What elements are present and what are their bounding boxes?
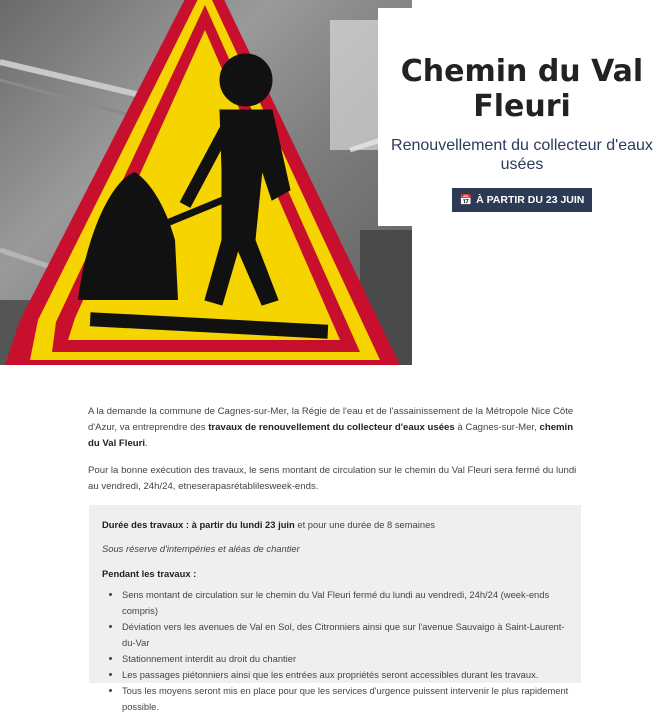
intro-p1-bold-street: chemin du Val Fleuri — [88, 422, 574, 449]
calendar-icon: 📅 — [459, 195, 473, 206]
info-box — [89, 505, 581, 712]
roadworks-sign-illustration — [0, 0, 412, 365]
intro-p1-bold-works: travaux de renouvellement du collecteur d'eaux usées — [208, 422, 455, 433]
reserve-note: Sous réserve d'intempéries et aléas de chantier — [102, 543, 300, 554]
duration-bold: Durée des travaux : à partir du lundi 23 juin — [102, 519, 295, 530]
intro-p1-end: . — [145, 438, 148, 449]
list-item: • Tous les moyens seront mis en place pour que les services d'urgence puissent intervenir le plus rapidement possible. — [122, 683, 569, 715]
page-title: Chemin du Val Fleuri — [400, 54, 644, 124]
intro-paragraph-2: Pour la bonne exécution des travaux, le sens montant de circulation sur le chemin du Val Fleuri sera fermé du lundi au vendredi, 24h/24, etneserapasrétablilesweek-ends. — [88, 465, 577, 492]
intro-p1-location: à Cagnes-sur-Mer, — [454, 422, 540, 433]
list-item: • Les passages piétonniers ainsi que les entrées aux propriétés seront accessibles durant les travaux. — [122, 667, 569, 683]
date-badge — [452, 188, 593, 212]
page-subtitle: Renouvellement du collecteur d'eaux usées — [391, 137, 653, 173]
during-heading: Pendant les travaux : — [102, 568, 197, 579]
date-badge-label: À PARTIR DU 23 JUIN — [476, 194, 585, 206]
list-item: • Sens montant de circulation sur le chemin du Val Fleuri fermé du lundi au vendredi, 24h/24 (week-ends compris) — [122, 587, 569, 619]
intro-paragraph-1 — [88, 404, 578, 452]
during-list — [102, 587, 569, 715]
list-item: • Déviation vers les avenues de Val en Sol, des Citronniers ainsi que sur l'avenue Sauvaigo à Saint-Laurent-du-Var — [122, 619, 569, 651]
list-item: • Stationnement interdit au droit du chantier — [122, 651, 569, 667]
duration-rest: et pour une durée de 8 semaines — [294, 519, 435, 530]
hero-image — [0, 0, 412, 365]
duration-line — [102, 517, 569, 532]
intro-text — [88, 404, 578, 506]
intro-p1-text: A la demande la commune de Cagnes-sur-Mer, la Régie de l'eau et de l'assainissement de la Métropole Nice Côte d'Azur, va entreprendre des — [88, 406, 574, 433]
title-card — [378, 8, 666, 226]
